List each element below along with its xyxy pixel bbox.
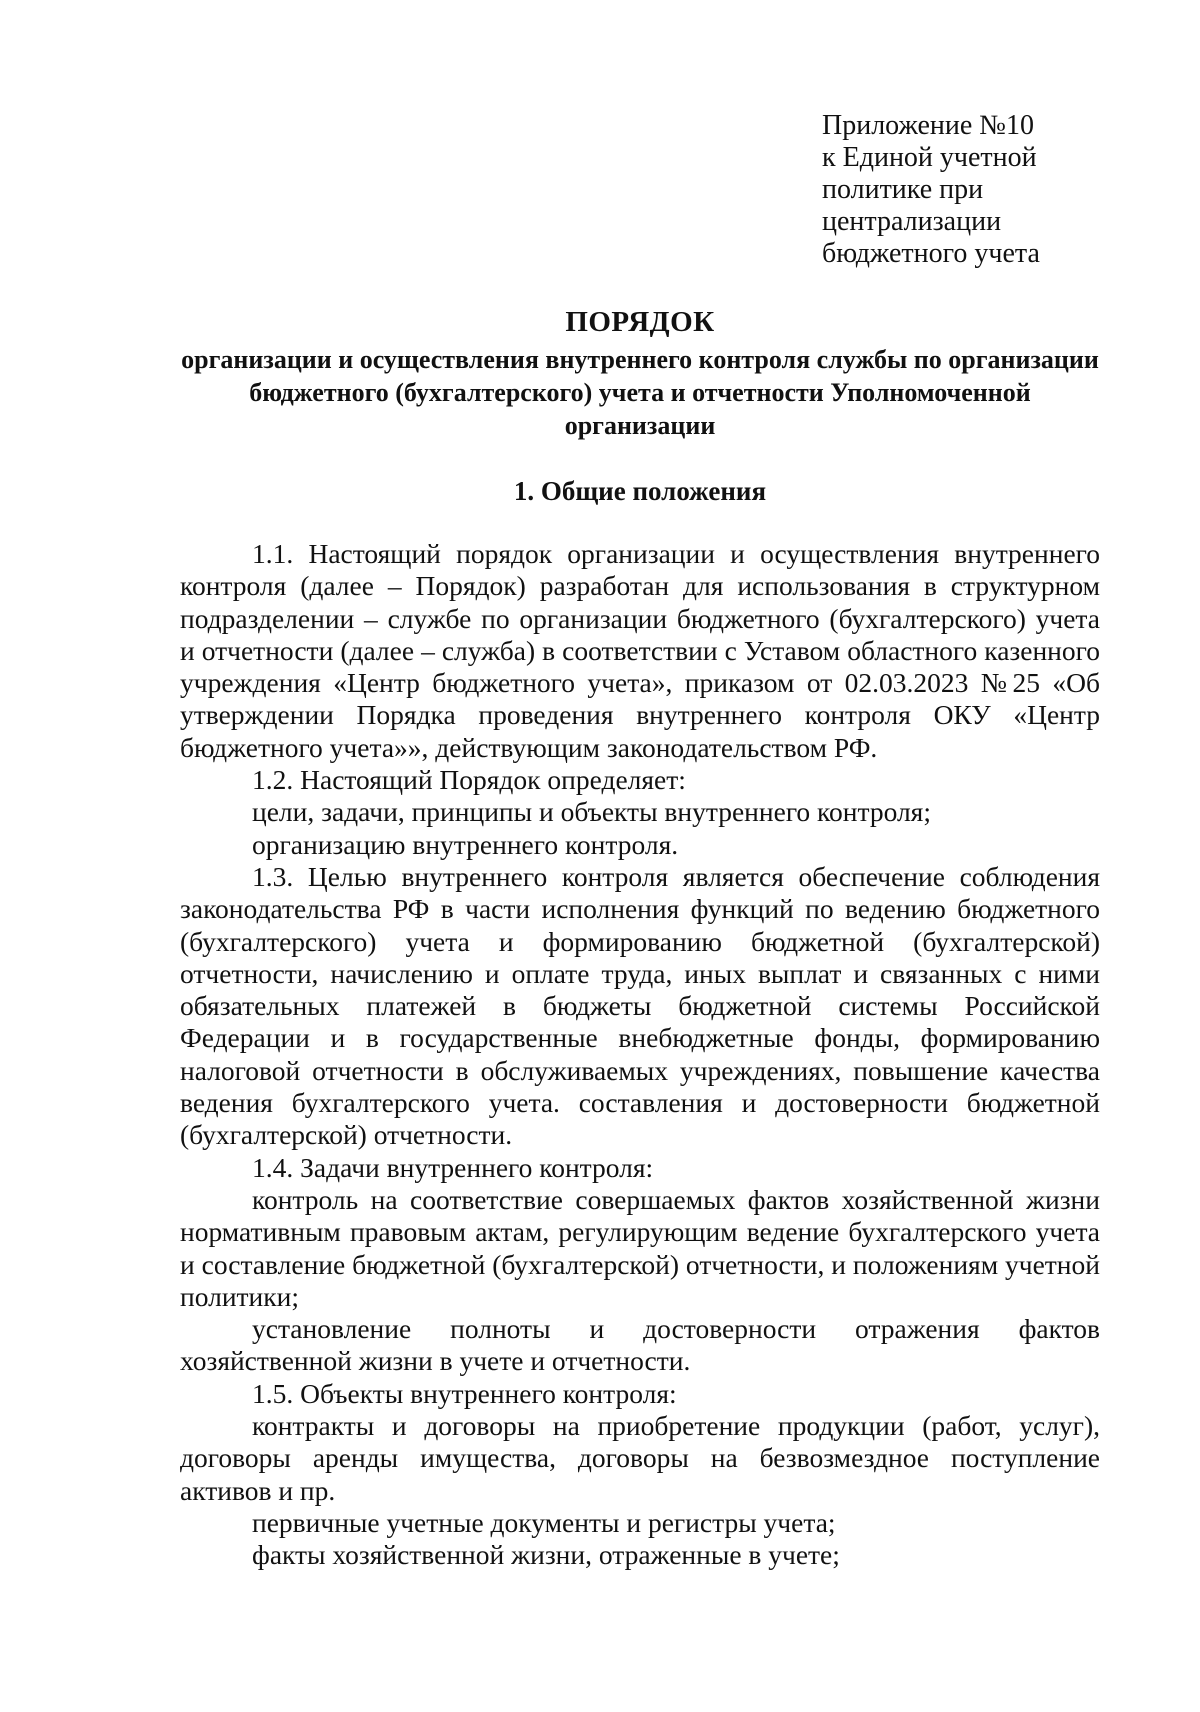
appendix-line: политике при — [822, 174, 984, 205]
title-block — [180, 306, 1100, 442]
appendix-line: централизации — [822, 206, 1002, 237]
list-item-object-2: первичные учетные документы и регистры учета; — [252, 1506, 836, 1538]
document-title: ПОРЯДОК — [565, 306, 715, 338]
paragraph-1-3: 1.3. Целью внутреннего контроля является обеспечение соблюдения законодательства РФ в части исполнения функций по ведению бюджетного (бухгалтерского) учета и формированию бюджетной (бухгалтерской) отчетности, начислению и оплате труда, иных выплат и связанных с ними обязательных платежей в бюджеты бюджетной системы Российской Федерации и в государственные внебюджетные фонды, формированию налоговой отчетности в обслуживаемых учреждениях, повышение качества ведения бухгалтерского учета. составления и достоверности бюджетной (бухгалтерской) отчетности. — [180, 860, 1100, 1151]
section-heading: 1. Общие положения — [513, 476, 767, 506]
list-item-object-3: факты хозяйственной жизни, отраженные в учете; — [252, 1539, 840, 1571]
appendix-line: Приложение №10 — [822, 110, 1034, 141]
list-item-organization: организацию внутреннего контроля. — [252, 828, 679, 860]
appendix-note — [822, 110, 1122, 270]
paragraph-1-4: 1.4. Задачи внутреннего контроля: — [252, 1151, 654, 1183]
paragraph-1-1: 1.1. Настоящий порядок организации и осуществления внутреннего контроля (далее – Порядок) разработан для использования в структурном подразделении – службе по организации бюджетного (бухгалтерского) учета и отчетности (далее – служба) в соответствии с Уставом областного казенного учреждения «Центр бюджетного учета», приказом от 02.03.2023 №25 «Об утверждении Порядка проведения внутреннего контроля ОКУ «Центр бюджетного учета»», действующим законодательством РФ. — [180, 538, 1100, 763]
list-item-task-2: установление полноты и достоверности отражения фактов хозяйственной жизни в учете и отчетности. — [180, 1313, 1100, 1377]
list-item-object-1: контракты и договоры на приобретение продукции (работ, услуг), договоры аренды имущества, договоры на безвозмездное поступление активов и пр. — [180, 1410, 1100, 1506]
list-item-goals: цели, задачи, принципы и объекты внутреннего контроля; — [252, 796, 931, 828]
list-item-task-1: контроль на соответствие совершаемых фактов хозяйственной жизни нормативным правовым актам, регулирующим ведение бухгалтерского учета и составление бюджетной (бухгалтерской) отчетности, и положениям учетной политики; — [180, 1183, 1100, 1312]
appendix-line: бюджетного учета — [822, 238, 1040, 269]
document-body — [180, 538, 1100, 1572]
paragraph-1-5: 1.5. Объекты внутреннего контроля: — [252, 1377, 677, 1409]
appendix-line: к Единой учетной — [822, 142, 1037, 173]
paragraph-1-2: 1.2. Настоящий Порядок определяет: — [252, 764, 686, 796]
document-subtitle: организации и осуществления внутреннего контроля службы по организации бюджетного (бухгалтерского) учета и отчетности Уполномоченной организации — [181, 345, 1099, 440]
